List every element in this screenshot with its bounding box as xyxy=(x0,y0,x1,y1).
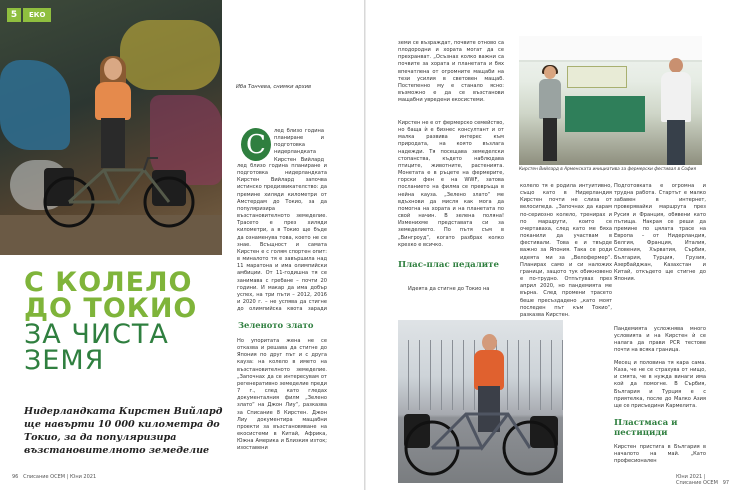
left-page xyxy=(0,0,364,490)
subheading-pedals: Плас-плас педалите xyxy=(398,260,499,270)
column-text xyxy=(398,120,504,248)
graffiti-shape xyxy=(0,60,70,150)
graffiti-shape xyxy=(120,20,220,90)
column-text xyxy=(614,326,706,360)
column-text-continued xyxy=(237,163,327,313)
body-text: Но упоритата жена не се отказва и решава да стигне до Япония по друг път и с друга кауза: на колело в името на възстановителното земеделие. „Започнах да се интересувам от регенеративно земеделие преди 7 г., след като гледах документалния филм „Зелено злато“ на Джон Лиу“, разказва за Списание 8 Кирстен. Джон Лиу документира мащабни проекти за възстановяване на екосистеми в Китай, Африка, Южна Америка и Близкия изток; изоставени xyxy=(237,338,327,452)
headline xyxy=(24,267,229,376)
body-text: Пандемията усложнява много условията и на Кирстен ѝ се налага да прави PCR тестове почти на всяка граница. xyxy=(614,326,706,354)
intro-text: лед близо година планиране и подготовка нидерландката Кирстен Вийлард xyxy=(274,128,324,162)
column-text xyxy=(408,286,518,293)
body-text: колело тя е родила интуитивно, също като в Нидерландия Кирстен почти не слиза от велосипеда. „Започнах да карам по-сериозно колело, тренирах и по маршрути, които се очертаваха, след като ме бяха поканили да участвам в фестивали. Това е и твърде важно за Япония. Така се роди идеята ми за „Велофермер“. Планирах само и си наложих граници, защото тук обикновено е по-трудно. Отпътувах през април 2020, но пандемията ме върна. След промени трасето беше пресъздадено „като моят последен път към Токио“, разказва Кирстен. xyxy=(520,183,612,318)
headline-line: ЗА ЧИСТА xyxy=(24,319,169,350)
section-badge: 5 xyxy=(7,8,21,22)
body-text: Кирстен не е от фермерско семейство, но баща ѝ е бизнес консултант и от малка развива интерес към природата, на която възлага надежди. Тя посещава земеделски стопанства, където наблюдава птиците, животните, растенията. Монетата е в ръцете на фермерите, горски фен е на WWF, затова посланието на филма се превръща в нейна кауза. „Зелено злато“ ме вдъхнови да мисля как мога да помогна на хората и на планетата по свой начин. В зелена поляна! Изменихме представата си за земеделието. По пътя съм в „Вингроуд“, когато разбрах колко крехко е всичко. xyxy=(398,120,504,248)
banner xyxy=(567,66,627,88)
man-figure xyxy=(659,58,693,165)
page-number: 96 xyxy=(12,474,19,480)
bicycle-icon xyxy=(34,140,204,230)
market-table xyxy=(565,96,645,132)
body-text: Подготовката е огромна и трудна работа. Стартът е малко забавен в интернет, проверявайки маршрута през Русия и Франция, обявени като пътища. Накрая се реши да премине по цялата трасе на Европа – от Нидерландия, Белгия, Франция, Италия, Словения, Хърватия, Сърбия, България, Турция, Грузия, Азербайджан, Казахстан и Китай, откъдето ще стигне до Япония. xyxy=(614,183,706,283)
page-number: 97 xyxy=(722,480,730,486)
hero-photo xyxy=(0,0,222,255)
column-text xyxy=(520,183,612,333)
section-label: ЕКО xyxy=(23,8,51,22)
column-text xyxy=(274,128,324,162)
byline: Иба Тончева, снимки архив xyxy=(236,84,312,90)
headline-line: ДО ТОКИО xyxy=(24,293,198,324)
body-text: Кирстен пристига в България в началото на май. „Като професионален xyxy=(614,444,706,465)
folio-text: Списание ОСЕМ | Юни 2021 xyxy=(23,474,97,480)
cyclist-photo xyxy=(398,320,563,483)
column-body xyxy=(237,338,327,466)
headline-line: С КОЛЕЛО xyxy=(24,267,193,298)
photo-caption: Кирстен Вийлард в Арменската инициатива за фермерски фестивал в София xyxy=(519,167,697,172)
drop-cap: С xyxy=(241,128,271,161)
subheading-plastic: Пластмаса и пестициди xyxy=(614,418,678,438)
column-text xyxy=(398,40,504,116)
column-text xyxy=(614,360,706,414)
column-text xyxy=(614,183,706,325)
market-photo xyxy=(519,36,702,165)
subheading-green-gold: Зеленото злато xyxy=(238,320,314,330)
bicycle-icon xyxy=(398,378,563,478)
folio-text: Юни 2021 | Списание ОСЕМ xyxy=(676,474,718,486)
body-text: земи се възраждат, почвите отново са плодородни и хората могат да се прехранват. „Осъзнах колко важни са почвите за хората и планетата и бях впечатлена от огромните мащаби на тези усилия в световен мащаб. Постепенно му е станало ясно: възможно е да се възстанови мащабни увредени екосистеми. xyxy=(398,40,504,104)
headline-line: ЗЕМЯ xyxy=(24,345,105,376)
folio-left xyxy=(12,474,96,480)
lead-paragraph: Нидерландката Кирстен Вийлард ще навърти 10 000 километра до Токио, за да популяризира възстановителното земеделие xyxy=(24,406,223,456)
woman-figure xyxy=(537,66,563,161)
section-tag xyxy=(7,8,51,22)
body-text: Месец и половина тя кара сама. Каза, че не се страхува от нищо, и смята, че в нужда винаги има кой да помогне. В Сърбия, България и Турция е с приятелка, после до Малко Азия ще се присъедини Кармелита. xyxy=(614,360,706,409)
folio-right xyxy=(676,474,730,486)
intro-text-continued: лед близо година планиране и подготовка нидерландката Кирстен Вийлард започва истинско предизвикателство: да премине хиляди километри от Амстердам до Токио, за да популяризира възстановителното земеделие. Трасето е през хиляди километри, а в Токио ще бъде да ознаменува това, което не се знае. Всъщност и самата Кирстен е с голям спортен опит: в миналото тя е завършила над 11 маратона и има олимпийски амбиции. От 11-годишна тя се занимава с гребане – почти 20 години. И макар да има добър успех, на три пъти – 2012, 2016 и 2020 г. – не успява да стигне до олимпийска квота заради xyxy=(237,163,327,313)
body-text: Идеята да стигне до Токио на xyxy=(408,286,490,292)
column-text xyxy=(614,444,706,468)
